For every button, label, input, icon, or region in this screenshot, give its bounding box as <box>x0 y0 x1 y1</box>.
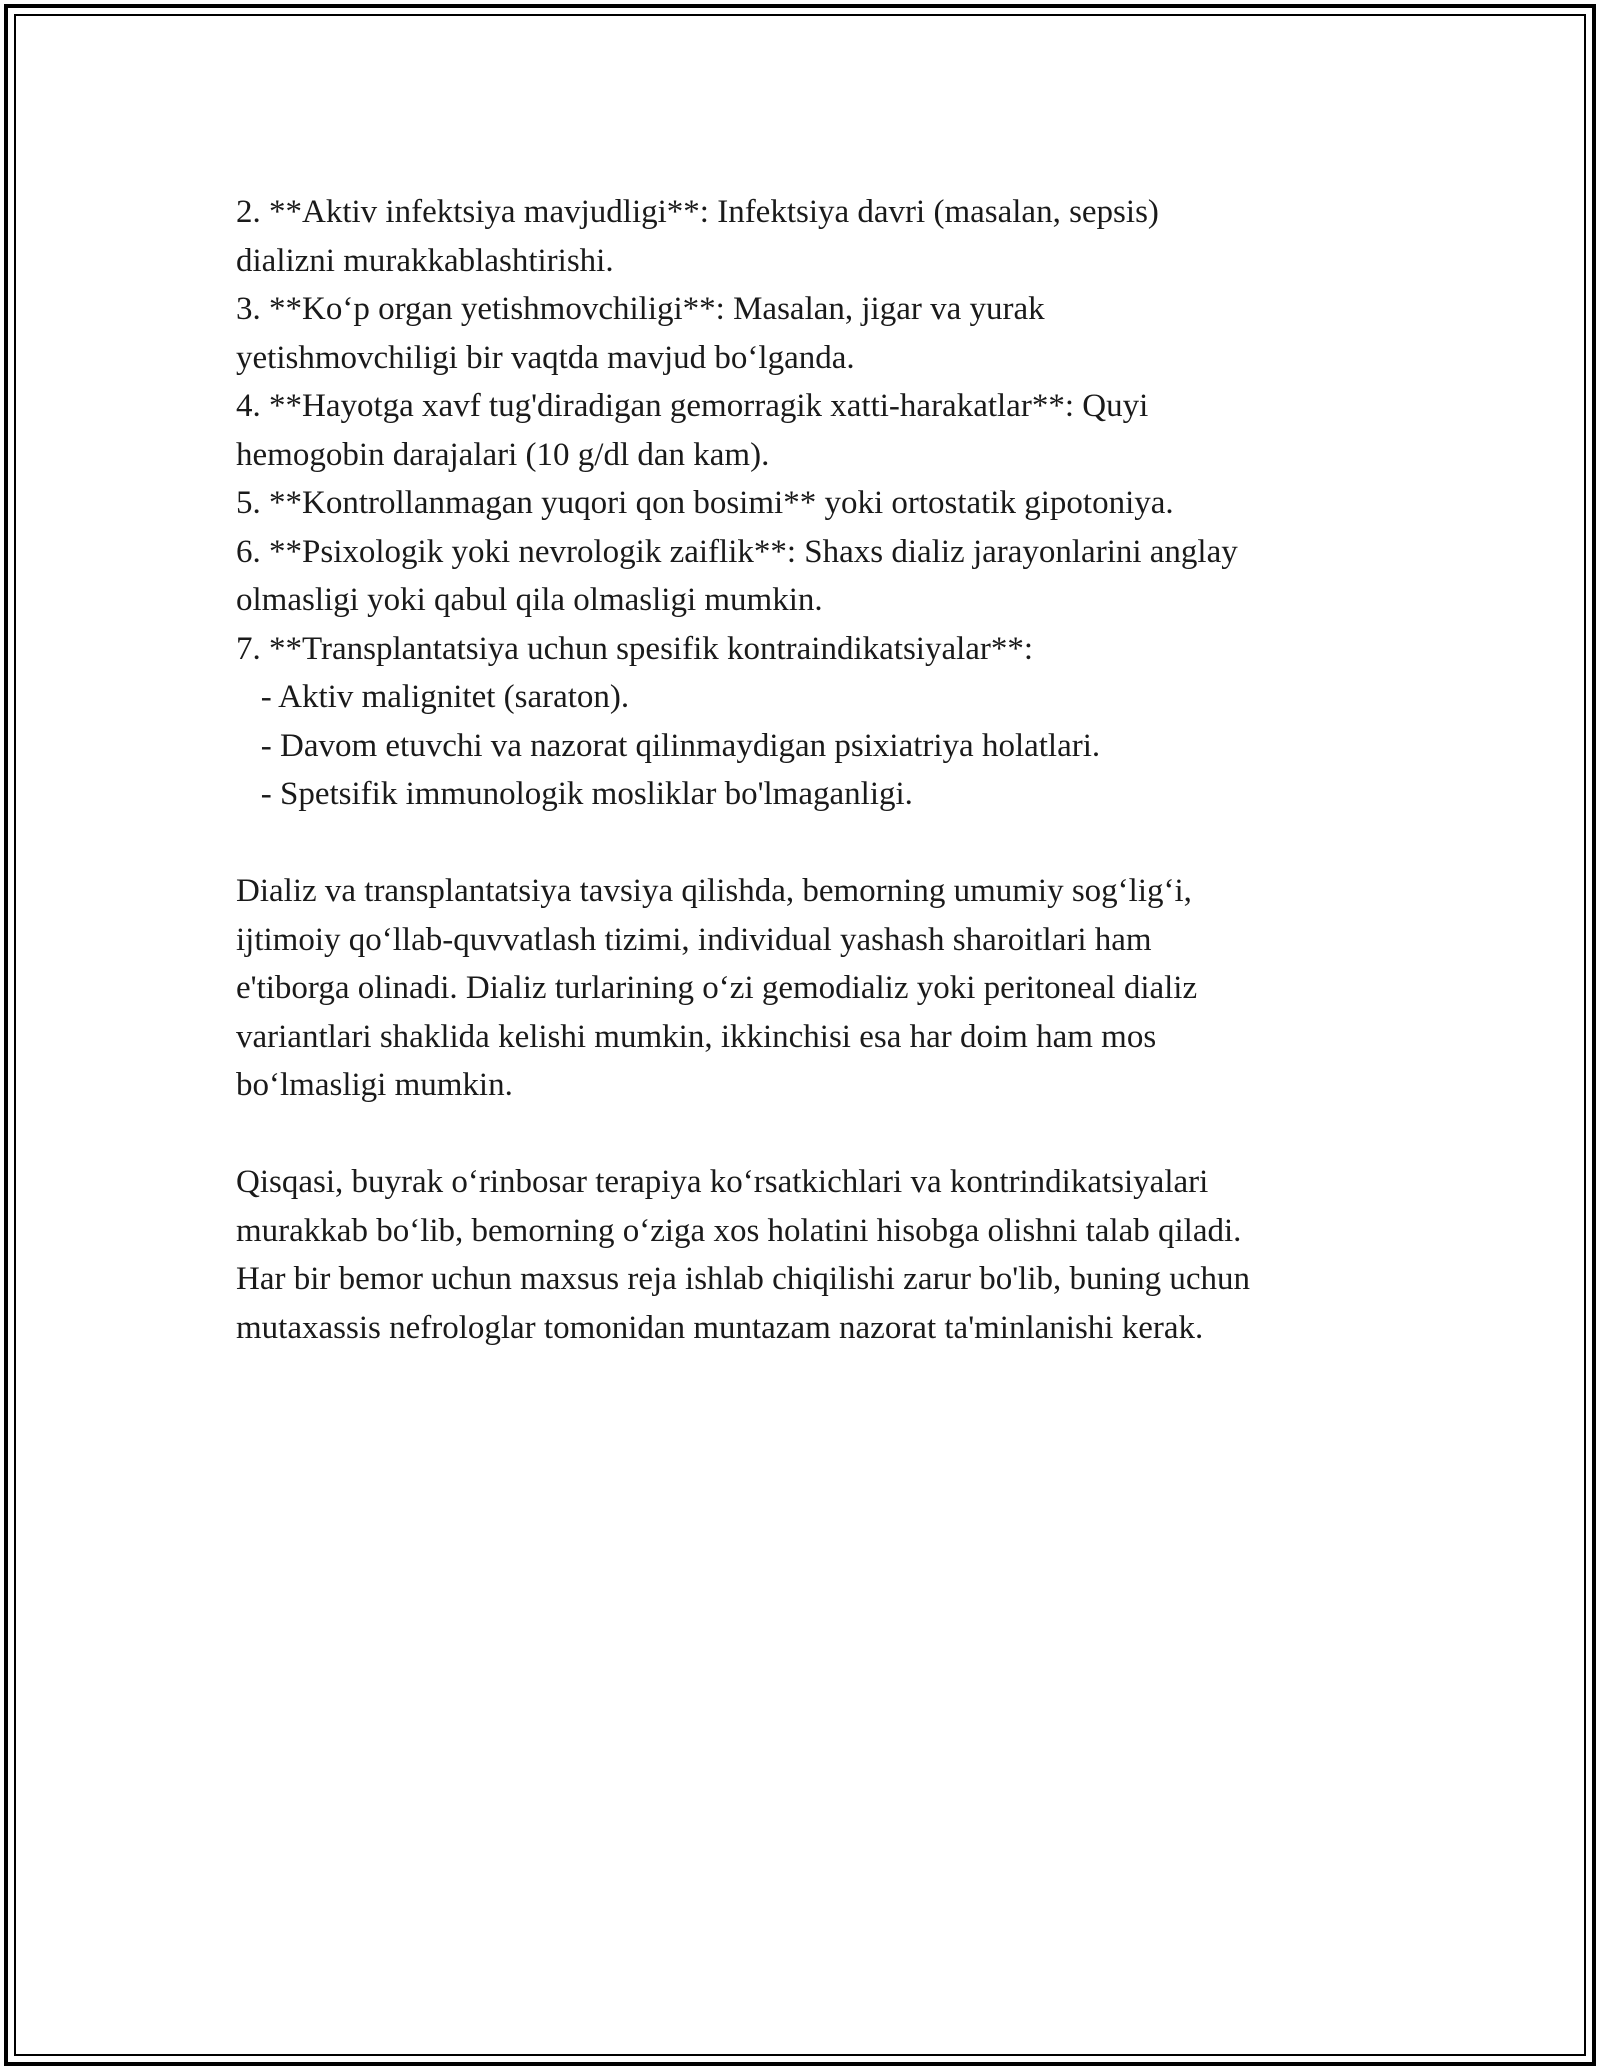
list-subitem: - Aktiv malignitet (saraton). <box>236 679 630 715</box>
list-line: 5. **Kontrollanmagan yuqori qon bosimi** yoki ortostatik gipotoniya. <box>236 485 1174 521</box>
document-body <box>236 188 1386 1352</box>
list-line: 3. **Ko‘p organ yetishmovchiligi**: Masalan, jigar va yurak <box>236 291 1045 327</box>
paragraph-line: murakkab bo‘lib, bemorning o‘ziga xos holatini hisobga olishni talab qiladi. <box>236 1212 1242 1249</box>
paragraph-line: Dializ va transplantatsiya tavsiya qilishda, bemorning umumiy sog‘lig‘i, <box>236 873 1192 909</box>
paragraph-line: e'tiborga olinadi. Dializ turlarining o‘zi gemodializ yoki peritoneal dializ <box>236 970 1198 1006</box>
list-line: olmasligi yoki qabul qila olmasligi mumkin. <box>236 582 823 618</box>
paragraph-line: ijtimoiy qo‘llab-quvvatlash tizimi, individual yashash sharoitlari ham <box>236 921 1152 958</box>
list-line: yetishmovchiligi bir vaqtda mavjud bo‘lganda. <box>236 339 855 376</box>
list-line: 4. **Hayotga xavf tug'diradigan gemorragik xatti-harakatlar**: Quyi <box>236 388 1149 424</box>
paragraph-line: Har bir bemor uchun maxsus reja ishlab chiqilishi zarur bo'lib, buning uchun <box>236 1261 1251 1297</box>
list-line: 2. **Aktiv infektsiya mavjudligi**: Infektsiya davri (masalan, sepsis) <box>236 194 1159 230</box>
list-subitem: - Spetsifik immunologik mosliklar bo'lmaganligi. <box>236 776 913 812</box>
paragraph-summary <box>236 1158 1386 1352</box>
paragraph-line: variantlari shaklida kelishi mumkin, ikkinchisi esa har doim ham mos <box>236 1018 1157 1055</box>
paragraph-dialysis-considerations <box>236 867 1386 1110</box>
list-line: hemogobin darajalari (10 g/dl dan kam). <box>236 436 770 473</box>
paragraph-line: bo‘lmasligi mumkin. <box>236 1067 513 1103</box>
paragraph-line: Qisqasi, buyrak o‘rinbosar terapiya ko‘rsatkichlari va kontrindikatsiyalari <box>236 1164 1209 1200</box>
list-line: 6. **Psixologik yoki nevrologik zaiflik**: Shaxs dializ jarayonlarini anglay <box>236 533 1238 570</box>
list-line: 7. **Transplantatsiya uchun spesifik kontraindikatsiyalar**: <box>236 630 1034 667</box>
paragraph-spacer <box>236 819 1386 868</box>
paragraph-spacer <box>236 1110 1386 1159</box>
paragraph-line: mutaxassis nefrologlar tomonidan muntazam nazorat ta'minlanishi kerak. <box>236 1309 1204 1346</box>
contraindications-list <box>236 188 1386 819</box>
list-line: dializni murakkablashtirishi. <box>236 242 614 279</box>
list-subitem: - Davom etuvchi va nazorat qilinmaydigan psixiatriya holatlari. <box>236 727 1101 764</box>
